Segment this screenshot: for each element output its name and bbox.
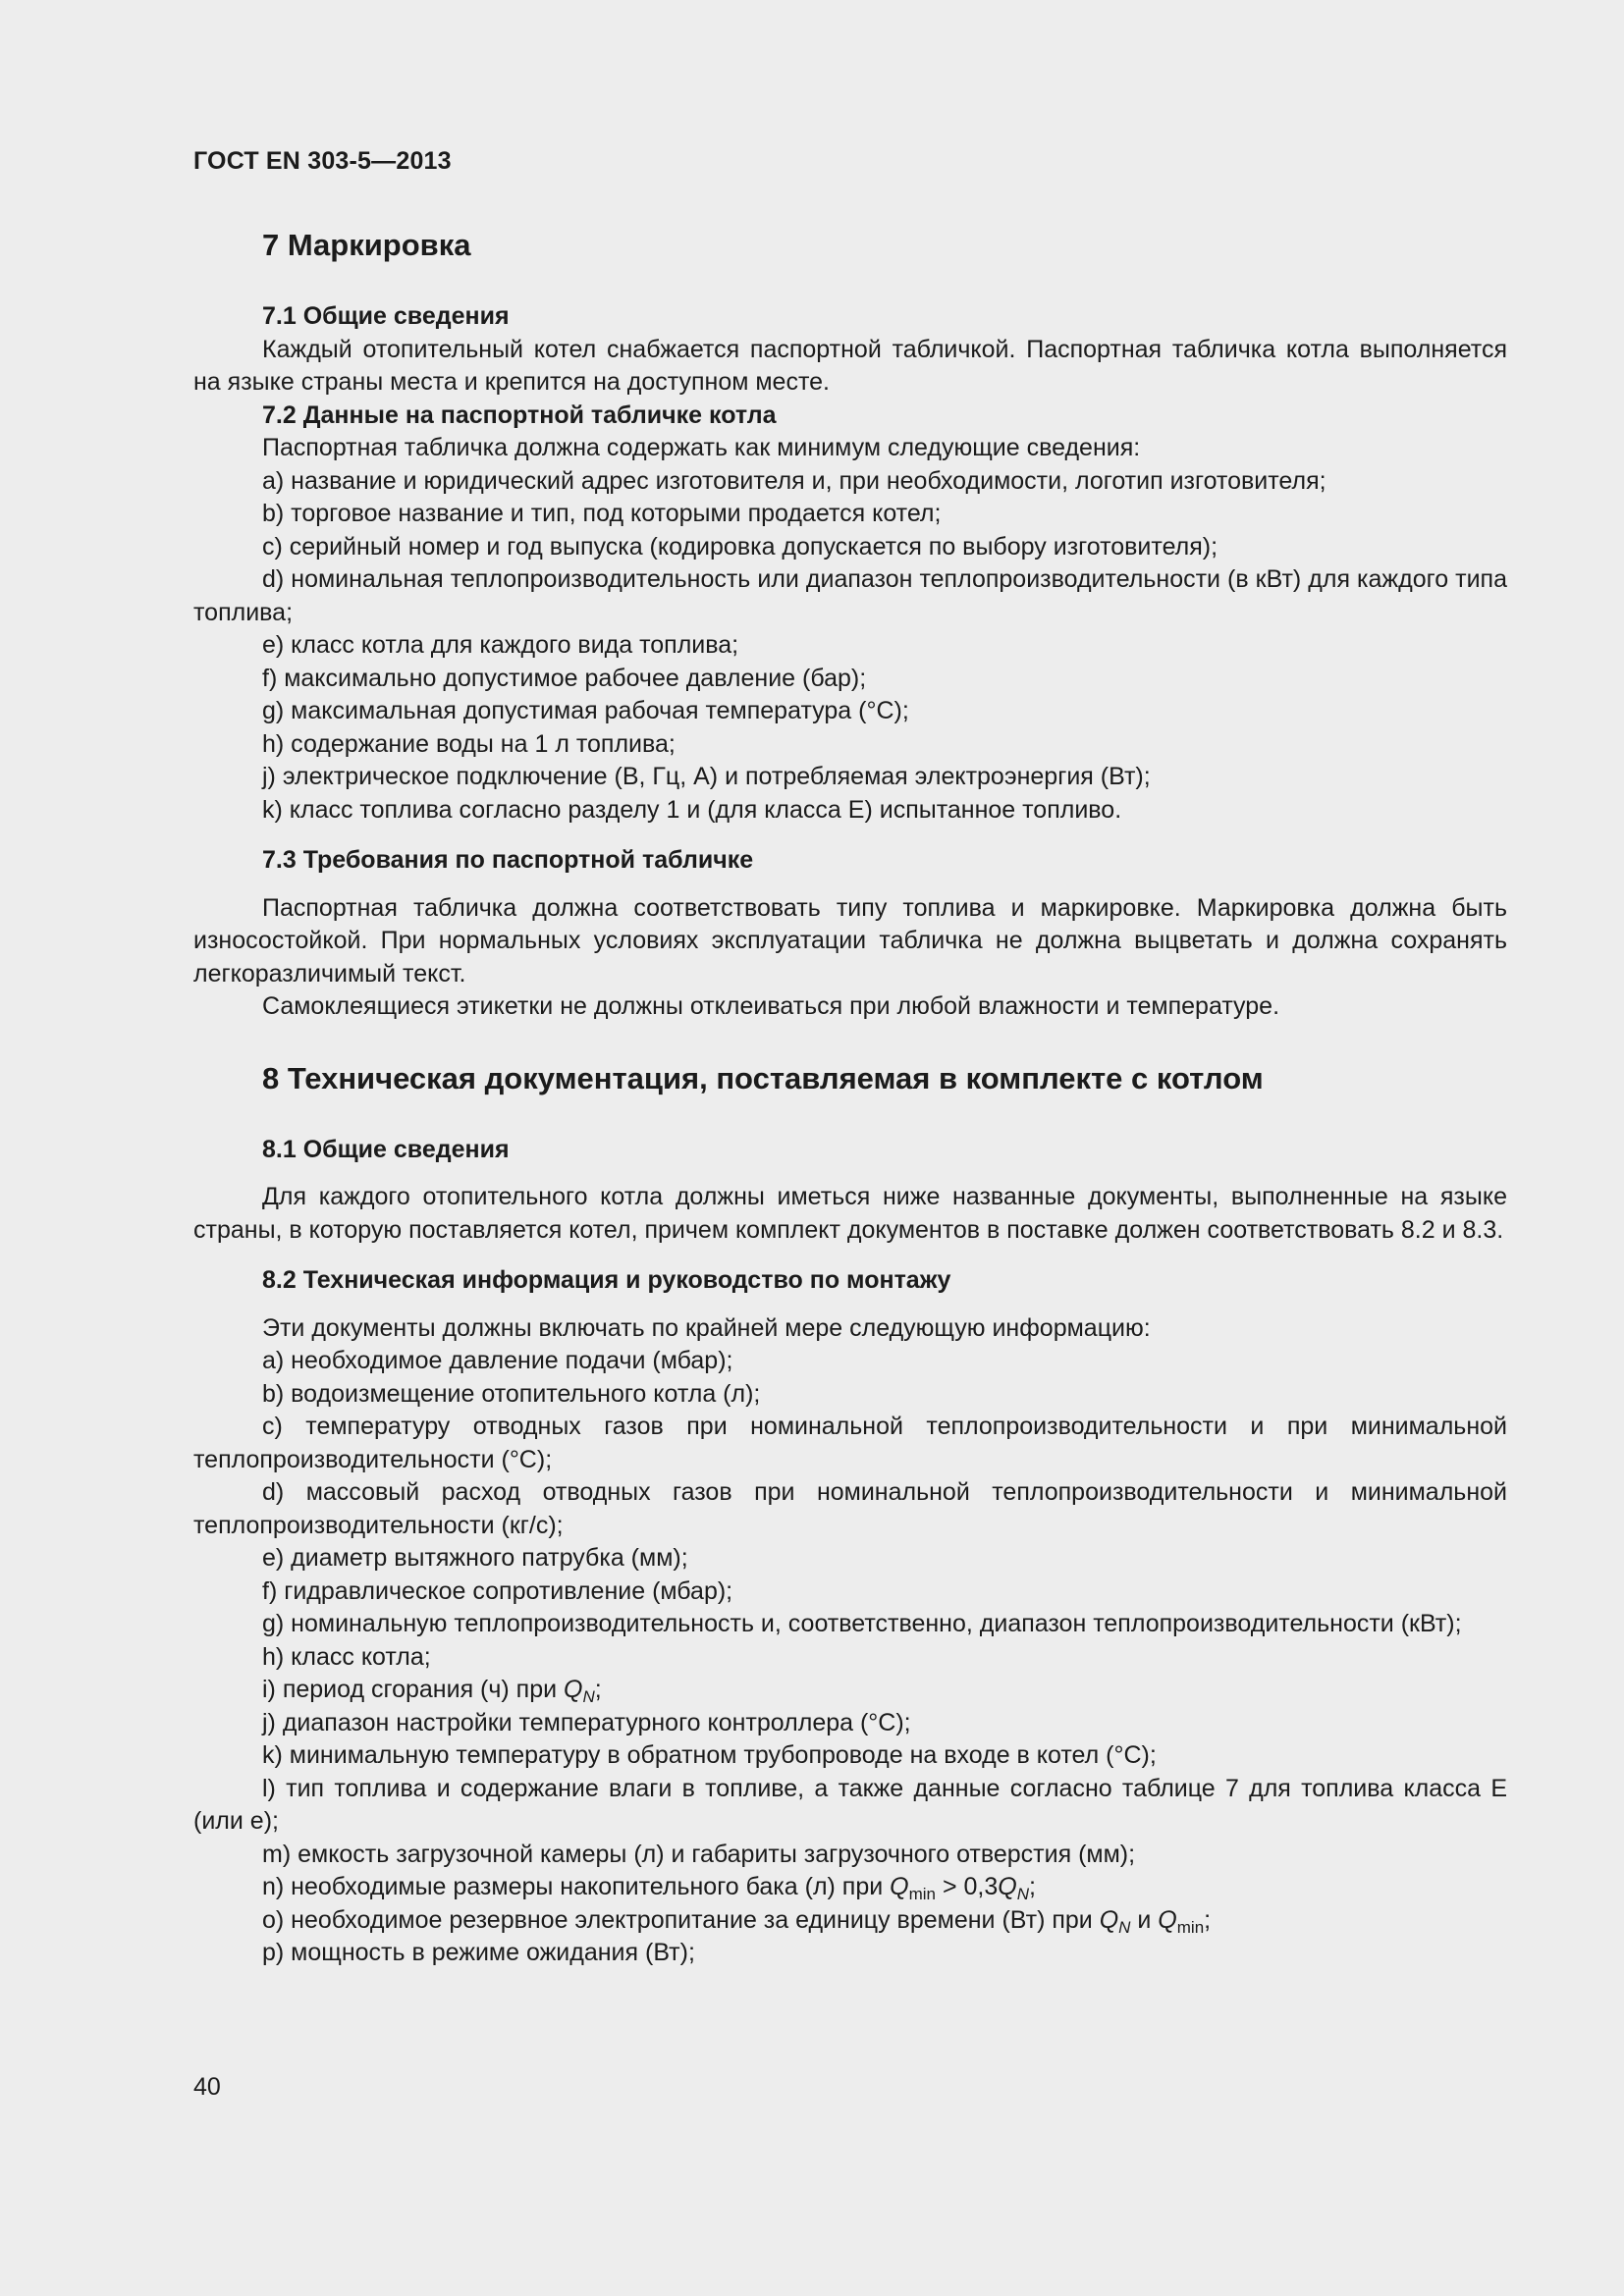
- list-item: d) массовый расход отводных газов при номинальной теплопроизводительности и минимальной теплопроизводительности (кг/с);: [193, 1478, 1507, 1539]
- section-7-2-intro: Паспортная табличка должна содержать как минимум следующие сведения:: [262, 434, 1141, 461]
- section-7-3-paragraph: Паспортная табличка должна соответствовать типу топлива и маркировке. Маркировка должна быть износостойкой. При нормальных условиях эксплуатации табличка не должна выцветать и должна сохранять легкоразличимый текст.: [193, 893, 1507, 988]
- section-8-2-heading: 8.2 Техническая информация и руководство по монтажу: [262, 1266, 951, 1294]
- list-item: k) класс топлива согласно разделу 1 и (для класса E) испытанное топливо.: [262, 795, 1122, 824]
- list-item: a) необходимое давление подачи (мбар);: [262, 1347, 733, 1374]
- list-item: l) тип топлива и содержание влаги в топливе, а также данные согласно таблице 7 для топлива класса E (или e);: [193, 1774, 1507, 1835]
- section-7-heading: 7 Маркировка: [262, 228, 471, 262]
- section-7-1-heading: 7.1 Общие сведения: [262, 302, 510, 330]
- document-header: ГОСТ EN 303-5—2013: [193, 147, 452, 175]
- section-7-2-heading: 7.2 Данные на паспортной табличке котла: [262, 400, 777, 429]
- list-item: e) класс котла для каждого вида топлива;: [262, 631, 739, 659]
- list-item: g) максимальная допустимая рабочая температура (°C);: [262, 697, 909, 724]
- list-item: h) содержание воды на 1 л топлива;: [262, 729, 676, 758]
- list-item: j) диапазон настройки температурного контроллера (°C);: [262, 1708, 911, 1736]
- list-item: a) название и юридический адрес изготовителя и, при необходимости, логотип изготовителя;: [262, 466, 1326, 495]
- list-item: e) диаметр вытяжного патрубка (мм);: [262, 1544, 688, 1572]
- list-item: k) минимальную температуру в обратном трубопроводе на входе в котел (°C);: [262, 1741, 1157, 1769]
- list-item: b) водоизмещение отопительного котла (л);: [262, 1379, 761, 1408]
- list-item: d) номинальная теплопроизводительность или диапазон теплопроизводительности (в кВт) для каждого типа топлива;: [193, 565, 1507, 626]
- section-8-1-heading: 8.1 Общие сведения: [262, 1135, 510, 1163]
- list-item: c) серийный номер и год выпуска (кодировка допускается по выбору изготовителя);: [262, 532, 1218, 561]
- section-8-2-intro: Эти документы должны включать по крайней мере следующую информацию:: [262, 1313, 1151, 1342]
- section-7-1-text: Каждый отопительный котел снабжается паспортной табличкой. Паспортная табличка котла выполняется на языке страны места и крепится на доступном месте.: [193, 335, 1507, 396]
- list-item: g) номинальную теплопроизводительность и, соответственно, диапазон теплопроизводительности (кВт);: [262, 1610, 1462, 1637]
- list-item: m) емкость загрузочной камеры (л) и габариты загрузочного отверстия (мм);: [262, 1840, 1136, 1868]
- list-item: f) максимально допустимое рабочее давление (бар);: [262, 664, 867, 692]
- list-item: i) период сгорания (ч) при $Q_N$;: [262, 1676, 602, 1706]
- list-item: p) мощность в режиме ожидания (Вт);: [262, 1939, 695, 1966]
- list-item: b) торговое название и тип, под которыми продается котел;: [262, 500, 942, 527]
- section-7-3-heading: 7.3 Требования по паспортной табличке: [262, 846, 754, 874]
- list-item: o) необходимое резервное электропитание за единицу времени (Вт) при $Q_N$ и $Q_{min}$;: [262, 1905, 1212, 1937]
- page-content: [193, 220, 1507, 1970]
- section-8-1-text: Для каждого отопительного котла должны иметься ниже названные документы, выполненные на языке страны, в которую поставляется котел, причем комплект документов в поставке должен соответствовать 8.2 и 8.3.: [193, 1183, 1507, 1244]
- list-item: j) электрическое подключение (В, Гц, А) и потребляемая электроэнергия (Вт);: [262, 763, 1151, 790]
- list-item: h) класс котла;: [262, 1642, 431, 1671]
- section-7-3-paragraph: Самоклеящиеся этикетки не должны отклеиваться при любой влажности и температуре.: [262, 992, 1280, 1020]
- page-number: 40: [193, 2073, 221, 2101]
- list-item: f) гидравлическое сопротивление (мбар);: [262, 1576, 733, 1605]
- section-8-heading: 8 Техническая документация, поставляемая в комплекте с котлом: [262, 1060, 1264, 1095]
- list-item: n) необходимые размеры накопительного бака (л) при $Q_{min} > 0,3Q_N$;: [262, 1873, 1036, 1903]
- list-item: c) температуру отводных газов при номинальной теплопроизводительности и при минимальной теплопроизводительности (°C);: [193, 1413, 1507, 1473]
